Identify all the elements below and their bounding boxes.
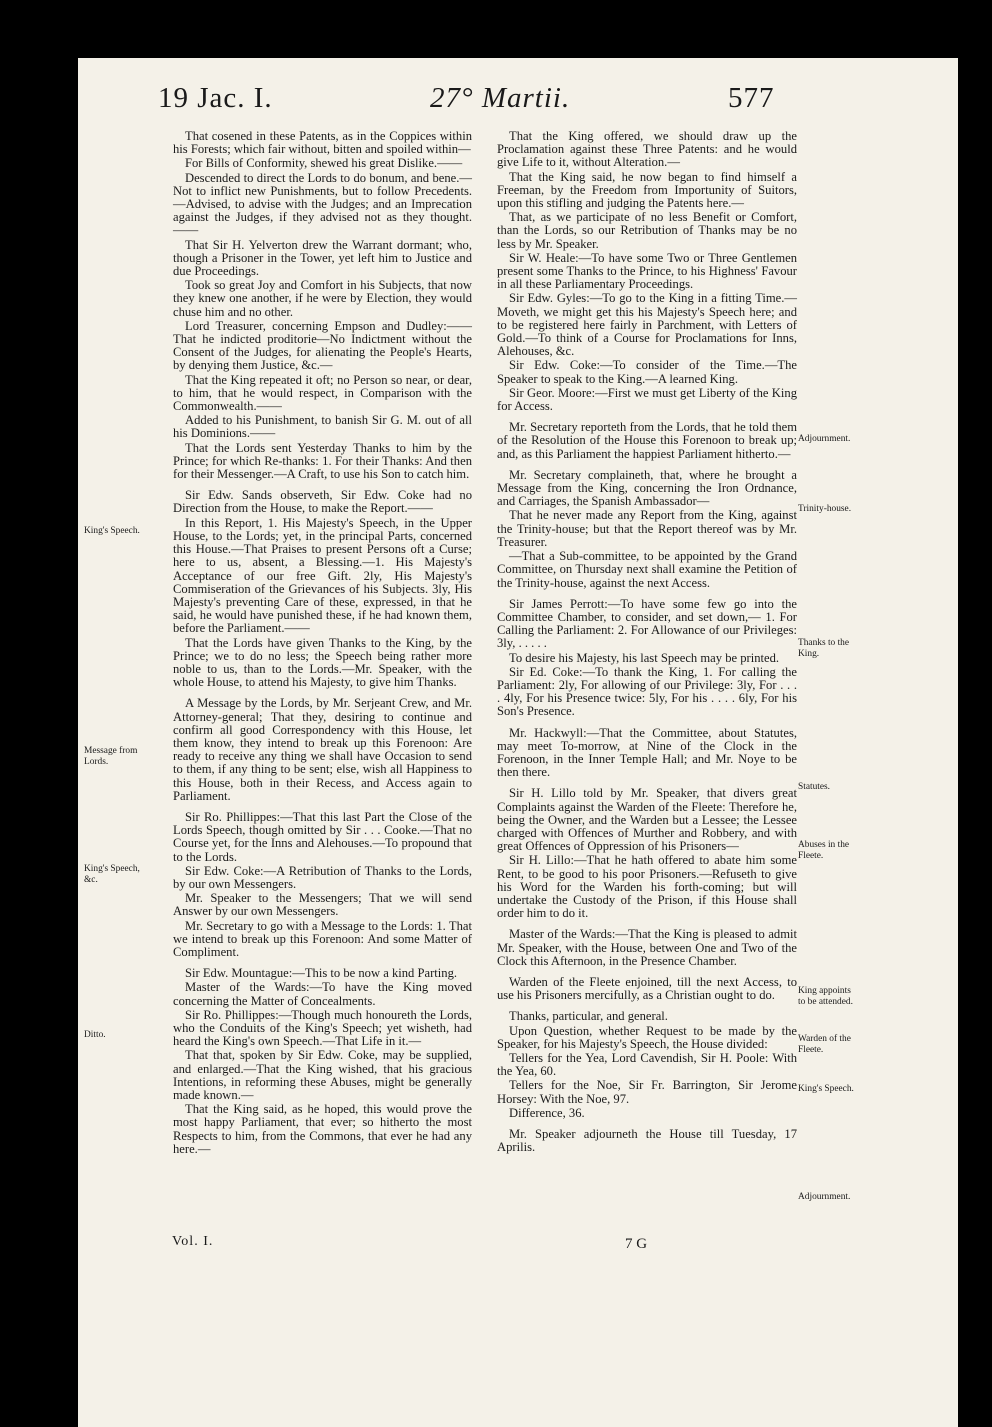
- paragraph: Took so great Joy and Comfort in his Subjects, that now they knew one another, if he were by Election, they would chuse him and no other.: [173, 278, 472, 319]
- paragraph: Lord Treasurer, concerning Empson and Dudley:——That he indicted proditorie—No Indictment without the Consent of the Judges, for alienating the People's Hearts, by denying them Justice, &c.—: [173, 318, 472, 373]
- paragraph: Master of the Wards:—To have the King moved concerning the Matter of Concealments.: [173, 980, 472, 1008]
- paragraph: In this Report, 1. His Majesty's Speech, in the Upper House, to the Lords; yet, in the principal Parts, concerned this House.—That Praises to present Persons oft a Curse; here to us, absent, a Blessing.—1. His Majesty's Acceptance of our free Gift. 2ly, His Majesty's Commiseration of the Grievances of his Subjects. 3ly, His Majesty's preventing Care of these, expressed, in that he said, he would have punished these, if he had known them, before the Parliament.——: [173, 515, 472, 636]
- paragraph: Upon Question, whether Request to be made by the Speaker, for his Majesty's Speech, the House divided:: [497, 1023, 797, 1051]
- volume-mark: Vol. I.: [172, 1234, 214, 1249]
- margin-note: Trinity-house.: [798, 504, 852, 514]
- page-number: 577: [728, 82, 775, 114]
- paragraph: Sir H. Lillo told by Mr. Speaker, that divers great Complaints against the Warden of the Fleete: Therefore he, being the Owner, and the Warden but a Lessee; the Lessee charged with Offences of Murther and Robbery, and with great Offences of Oppression of his Prisoners—: [497, 786, 797, 854]
- paragraph: Sir James Perrott:—To have some few go into the Committee Chamber, to consider, and set down,— 1. For Calling the Parliament: 2. For Allowance of our Privileges: 3ly, . . . . .: [497, 596, 797, 651]
- paragraph: Mr. Hackwyll:—That the Committee, about Statutes, may meet To-morrow, at Nine of the Clock in the Forenoon, in the Inner Temple Hall; and Mr. Noye to be then there.: [497, 725, 797, 780]
- margin-note: Abuses in the Fleete.: [798, 840, 850, 861]
- paragraph: Sir Geor. Moore:—First we must get Liberty of the King for Access.: [497, 385, 797, 414]
- paragraph: —That a Sub-committee, to be appointed by the Grand Committee, on Thursday next shall examine the Petition of the Trinity-house, against the next Access.: [497, 549, 797, 590]
- margin-note: King's Speech.: [84, 526, 140, 536]
- margin-note: Adjournment.: [798, 434, 851, 444]
- paragraph: Thanks, particular, and general.: [509, 1009, 668, 1024]
- paragraph: Sir W. Heale:—To have some Two or Three Gentlemen present some Thanks to the Prince, to his Highness' Favour in all these Parliamentary Proceedings.: [497, 250, 797, 292]
- margin-note: Statutes.: [798, 782, 831, 792]
- margin-note: King's Speech, &c.: [84, 864, 140, 885]
- margin-note: King appoints to be attended.: [798, 986, 853, 1007]
- paragraph: That the King repeated it oft; no Person so near, or dear, to him, that he would respect, in Comparison with the Commonwealth.——: [173, 372, 472, 414]
- paragraph: Added to his Punishment, to banish Sir G. M. out of all his Dominions.——: [173, 413, 472, 441]
- paragraph: Sir Ro. Phillippes:—That this last Part the Close of the Lords Speech, though omitted by Sir . . . Cooke.—That no Course yet, for the Inns and Alehouses.—To propound that to the Lords.: [173, 809, 472, 864]
- paragraph: That the Lords have given Thanks to the King, by the Prince; we to do no less; the Speech being rather more noble to us, than to the Lords.—Mr. Speaker, with the whole House, to attend his Majesty, to give him Thanks.: [173, 635, 472, 690]
- paragraph: Sir Edw. Coke:—A Retribution of Thanks to the Lords, by our own Messengers.: [173, 863, 472, 891]
- margin-note: Message from Lords.: [84, 746, 138, 767]
- paragraph: Sir Edw. Coke:—To consider of the Time.—The Speaker to speak to the King.—A learned King.: [497, 358, 797, 386]
- paragraph: Mr. Speaker adjourneth the House till Tuesday, 17 Aprilis.: [497, 1127, 797, 1155]
- right-column: [497, 130, 797, 1155]
- journal-page: [78, 58, 958, 1427]
- paragraph: Descended to direct the Lords to do bonum, and bene.—Not to inflict new Punishments, but to follow Precedents.—Advised, to advise with the Judges; and an Imprecation against the Judges, if they advised not as they thought.——: [173, 170, 472, 238]
- margin-note: Warden of the Fleete.: [798, 1034, 851, 1055]
- paragraph: That the Lords sent Yesterday Thanks to him by the Prince; for which Re-thanks: 1. For their Thanks: And then for their Messenger.—A Craft, to use his Son to catch him.: [173, 440, 472, 482]
- signature-mark: 7 G: [625, 1236, 648, 1252]
- margin-note: Adjournment.: [798, 1192, 851, 1202]
- margin-note: King's Speech.: [798, 1084, 854, 1094]
- paragraph: Mr. Secretary complaineth, that, where he brought a Message from the King, concerning the Iron Ordnance, and Carriages, the Spanish Ambassador—: [497, 467, 797, 509]
- paragraph: That the King offered, we should draw up the Proclamation against these Three Patents: and he would give Life to it, without Alteration.—: [497, 129, 797, 170]
- paragraph: That the King said, as he hoped, this would prove the most happy Parliament, that ever; so hitherto the most Respects to him, from the Commons, that ever he had any here.—: [173, 1102, 472, 1156]
- paragraph: That the King said, he now began to find himself a Freeman, by the Freedom from Importunity of Suitors, upon this stifling and judging the Patents here.—: [497, 169, 797, 211]
- paragraph: That that, spoken by Sir Edw. Coke, may be supplied, and enlarged.—That the King wished, that his gracious Intentions, in reforming these Abuses, might be generally made known.—: [173, 1048, 472, 1103]
- tellers-yea: Tellers for the Yea, Lord Cavendish, Sir H. Poole: With the Yea, 60.: [497, 1051, 797, 1079]
- tellers-noe: Tellers for the Noe, Sir Fr. Barrington, Sir Jerome Horsey: With the Noe, 97.: [497, 1078, 797, 1106]
- paragraph: Mr. Secretary to go with a Message to the Lords: 1. That we intend to break up this Forenoon: And some Matter of Compliment.: [173, 918, 472, 959]
- margin-note: Thanks to the King.: [798, 638, 850, 659]
- paragraph: Sir Ed. Coke:—To thank the King, 1. For calling the Parliament: 2ly, For allowing of our Privilege: 3ly, For . . . . 4ly, For his Presence twice: 5ly, For his . . . . 6ly, For his Son's Presence.: [497, 664, 797, 719]
- running-head-left: 19 Jac. I.: [158, 82, 273, 114]
- division-difference: Difference, 36.: [509, 1105, 585, 1120]
- paragraph: That, as we participate of no less Benefit or Comfort, than the Lords, so our Retribution of Thanks may be no less by Mr. Speaker.: [497, 210, 797, 251]
- paragraph: Mr. Secretary reporteth from the Lords, that he told them of the Resolution of the House this Forenoon to break up; and, as this Parliament the happiest Parliament hitherto.—: [497, 420, 797, 461]
- paragraph: To desire his Majesty, his last Speech may be printed.: [509, 650, 780, 665]
- paragraph: Sir H. Lillo:—That he hath offered to abate him some Rent, to be good to his poor Prisoners.—Refuseth to give his Word for the Warden his forth-coming; but will undertake the Custody of the Prison, if this House shall order him to do it.: [497, 853, 797, 921]
- paragraph: Sir Ro. Phillippes:—Though much honoureth the Lords, who the Conduits of the King's Speech; yet wisheth, had heard the King's own Speech.—That Life in it.—: [173, 1007, 472, 1049]
- paragraph: A Message by the Lords, by Mr. Serjeant Crew, and Mr. Attorney-general; That they, desiring to continue and confirm all good Correspondency with this House, let them know, they intend to break up this Forenoon: Are ready to receive any thing we shall have Occasion to send to them, if any thing to be sent; else, wish all Happiness to this House, both in their Recess, and Access again to Parliament.: [173, 696, 472, 803]
- paragraph: That cosened in these Patents, as in the Coppices within his Forests; which fair without, bitten and spoiled within—: [173, 129, 472, 157]
- paragraph: Sir Edw. Gyles:—To go to the King in a fitting Time.—Moveth, we might get this his Majesty's Speech here; and to be registered here fairly in Parchment, with Letters of Gold.—To think of a Course for Proclamations for Inns, Alehouses, &c.: [497, 291, 797, 359]
- paragraph: Master of the Wards:—That the King is pleased to admit Mr. Speaker, with the House, between One and Two of the Clock this Afternoon, in the Presence Chamber.: [497, 927, 797, 968]
- paragraph: That Sir H. Yelverton drew the Warrant dormant; who, though a Prisoner in the Tower, yet left him to Justice and due Proceedings.: [173, 237, 472, 279]
- paragraph: Warden of the Fleete enjoined, till the next Access, to use his Prisoners mercifully, as a Christian ought to do.: [497, 974, 797, 1003]
- margin-note: Ditto.: [84, 1030, 106, 1040]
- paragraph: That he never made any Report from the King, against the Trinity-house; but that the Report thereof was by Mr. Treasurer.: [497, 508, 797, 549]
- left-column: [173, 130, 472, 1157]
- running-head-date: 27° Martii.: [430, 82, 571, 114]
- paragraph: Mr. Speaker to the Messengers; That we will send Answer by our own Messengers.: [173, 891, 472, 919]
- paragraph: For Bills of Conformity, shewed his great Dislike.——: [185, 156, 463, 171]
- paragraph: Sir Edw. Sands observeth, Sir Edw. Coke had no Direction from the House, to make the Report.——: [173, 488, 472, 516]
- paragraph: Sir Edw. Mountague:—This to be now a kind Parting.: [185, 966, 458, 981]
